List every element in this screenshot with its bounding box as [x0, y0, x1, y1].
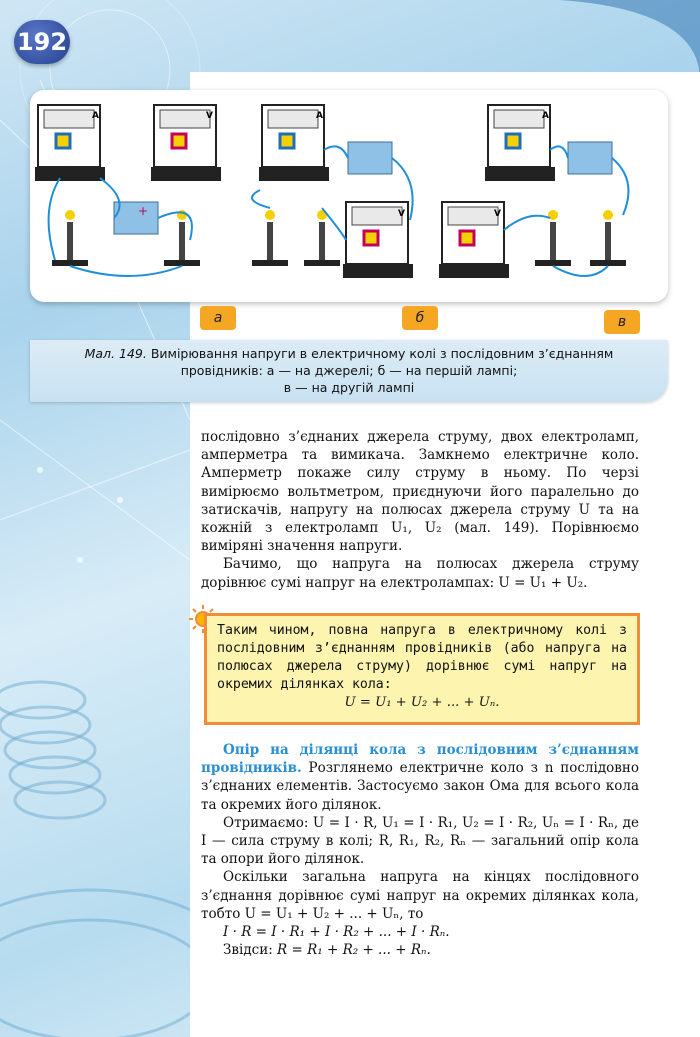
- svg-text:+: +: [138, 204, 149, 218]
- section-heading: Опір на ділянці кола з послідовним з’єднанням провідників.: [201, 742, 639, 777]
- caption-line-2: провідників: а — на джерелі; б — на першій лампі;: [180, 363, 518, 378]
- voltmeter-label-c: V: [494, 209, 501, 219]
- ammeter-label-c: A: [542, 111, 549, 121]
- circuit-c: [439, 105, 628, 278]
- summary-formula: U = U₁ + U₂ + ... + Uₙ.: [344, 695, 500, 710]
- equation-2: R = R₁ + R₂ + ... + Rₙ.: [277, 942, 431, 959]
- figure-tag-c: в: [604, 310, 640, 334]
- paragraph-1: послідовно з’єднаних джерела струму, двох електроламп, амперметра та вимикача. Замкнемо електричне коло. Амперметр покаже силу струму в ньому. По черзі вимірюємо вольтметром, приєднуючи його паралельно до затискачів, напругу на полюсах джерела струму U та на кожній з електроламп U₁, U₂ (мал. 149). Порівнюємо виміряні значення напруги.: [201, 429, 639, 555]
- caption-line-1: Вимірювання напруги в електричному колі з послідовним з’єднанням: [150, 346, 614, 361]
- ammeter-label-b: A: [316, 111, 323, 121]
- summary-box: [204, 613, 640, 725]
- caption-label: Мал. 149.: [84, 346, 147, 361]
- paragraph-3: Отримаємо: U = I · R, U₁ = I · R₁, U₂ = I · R₂, Uₙ = I · Rₙ, де I — сила струму в колі; R, R₁, R₂, Rₙ — загальний опір кола та опори його ділянок.: [201, 814, 639, 868]
- paragraph-2: Бачимо, що напруга на полюсах джерела струму дорівнює сумі напруг на електролампах: U = U₁ + U₂.: [201, 556, 639, 591]
- voltmeter-label-b: V: [398, 209, 405, 219]
- equation-2-label: Звідси:: [223, 942, 273, 959]
- figure-caption: [30, 340, 668, 402]
- paragraph-block-1: [201, 428, 639, 592]
- circuit-illustrations: [30, 90, 668, 302]
- circuit-a: [35, 105, 221, 276]
- paragraph-4: Оскільки загальна напруга на кінцях послідовного з’єднання дорівнює сумі напруг на окремих ділянках кола, тобто U = U₁ + U₂ + ... + Uₙ, то: [201, 869, 639, 922]
- caption-line-3: в — на другій лампі: [283, 380, 415, 395]
- paragraph-block-2: [201, 741, 639, 959]
- ammeter-label-a: A: [92, 111, 99, 121]
- voltmeter-label-a: V: [206, 111, 213, 121]
- figure-tag-a: а: [200, 306, 236, 330]
- circuit-b: [252, 105, 413, 278]
- equation-1: I · R = I · R₁ + I · R₂ + ... + I · Rₙ.: [223, 924, 450, 941]
- figure-tag-b: б: [402, 306, 438, 330]
- section-intro: Розглянемо електричне коло з n послідовно з’єднаних елементів. Застосуємо закон Ома для всього кола та окремих його ділянок.: [201, 760, 639, 813]
- summary-text: Таким чином, повна напруга в електричному колі з послідовним з’єднанням провідників (або напруга на полюсах джерела струму) дорівнює сумі напруг на окремих ділянках кола:: [217, 623, 627, 692]
- page-number: 192: [14, 20, 70, 64]
- figure-panel: [30, 90, 668, 302]
